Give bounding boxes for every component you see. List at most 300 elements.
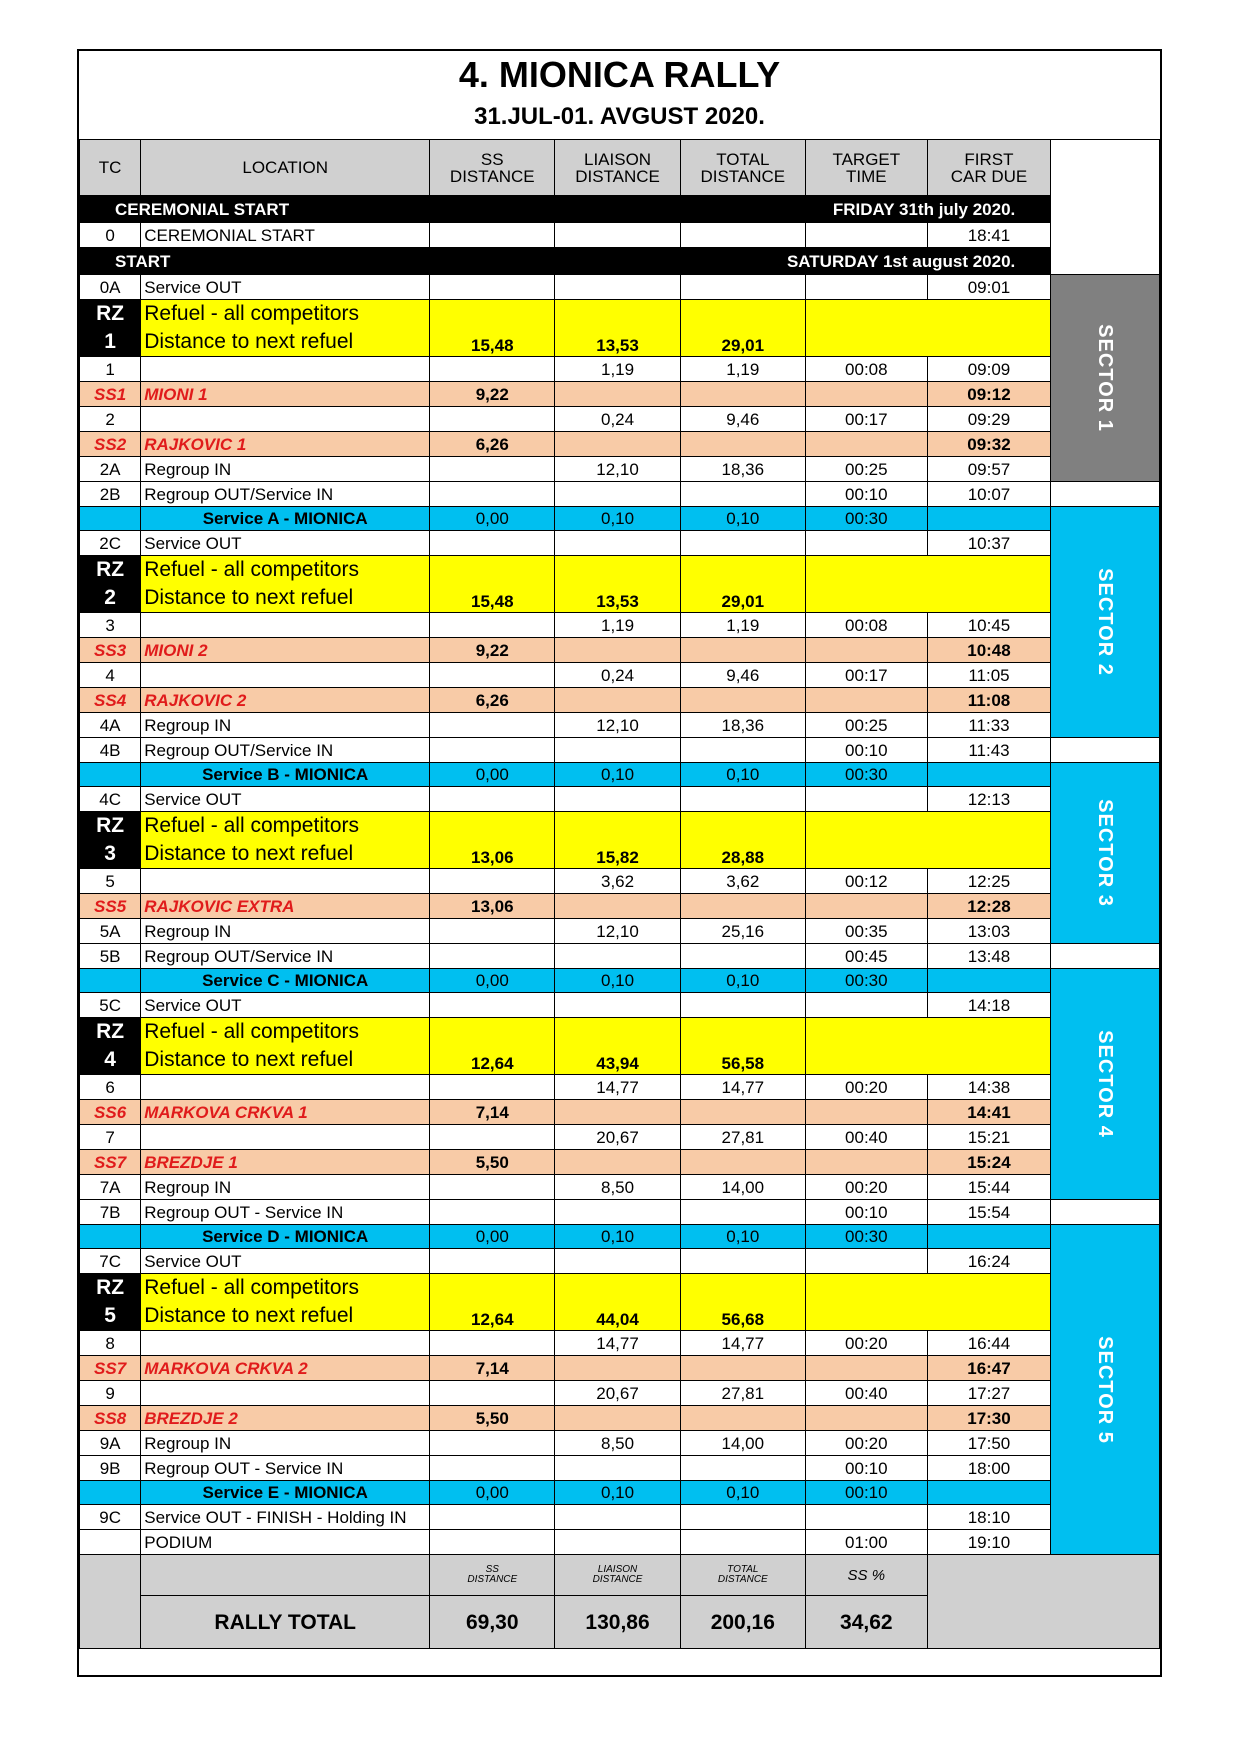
tc-cell: 7 [80,1125,141,1150]
ss-distance-cell [430,663,555,688]
total-distance-cell [680,1150,805,1175]
location-cell: MARKOVA CRKVA 2 [141,1356,430,1381]
target-time-cell: 00:30 [805,969,927,993]
total-distance-cell [680,688,805,713]
ceremonial-start-bar [80,196,1160,223]
tc-cell [80,1225,141,1249]
empty-cell [805,812,1050,869]
liaison-distance-cell [555,894,680,919]
header-line: TARGET [832,149,901,169]
ss-distance-cell: 6,26 [430,432,555,457]
empty-cell [555,300,680,328]
col-total-distance-header [680,140,805,196]
ss-distance-cell: 0,00 [430,507,555,531]
first-car-due-cell: 19:10 [927,1530,1051,1555]
target-time-cell [805,382,927,407]
header-line: DISTANCE [449,166,535,186]
ss-distance-cell [430,1200,555,1225]
table-row [80,1381,1160,1406]
total-distance-cell [680,738,805,763]
tc-cell: 0A [80,275,141,300]
empty-cell [430,1274,555,1302]
ss-distance-cell: 13,06 [430,894,555,919]
table-row [80,1200,1160,1225]
total-distance-cell: 0,10 [680,1225,805,1249]
first-car-due-cell [927,763,1051,787]
first-car-due-cell: 17:27 [927,1381,1051,1406]
liaison-distance-cell [555,738,680,763]
total-distance-cell: 1,19 [680,357,805,382]
ss-distance-cell [430,1505,555,1530]
liaison-distance-cell [555,482,680,507]
refuel-zone-number: 5 [80,1301,141,1331]
location-cell: Regroup IN [141,1175,430,1200]
refuel-zone-row [80,1018,1160,1046]
ss-distance-cell [430,1456,555,1481]
col-first-car-due-header [927,140,1051,196]
target-time-cell: 00:10 [805,1200,927,1225]
header-line: LIAISON [583,149,652,169]
ss-distance-cell [430,1381,555,1406]
summary-label [430,1555,555,1596]
tc-cell: 4A [80,713,141,738]
location-cell: Regroup OUT/Service IN [141,738,430,763]
target-time-cell [805,1249,927,1274]
location-cell [141,613,430,638]
target-time-cell: 00:25 [805,713,927,738]
location-cell: Service D - MIONICA [141,1225,430,1249]
sector-text: SECTOR 5 [1094,1335,1117,1444]
target-time-cell [805,432,927,457]
table-row [80,738,1160,763]
header-line: CAR DUE [950,166,1028,186]
cell [805,223,927,248]
tc-cell: 4C [80,787,141,812]
special-stage-row [80,1100,1160,1125]
ss-distance-cell [430,531,555,556]
special-stage-row [80,1150,1160,1175]
liaison-distance-cell [555,688,680,713]
refuel-total-distance: 29,01 [680,583,805,613]
col-liaison-distance-header [555,140,680,196]
target-time-cell: 00:12 [805,869,927,894]
refuel-text: Distance to next refuel [141,583,430,613]
document-subtitle: 31.JUL-01. AVGUST 2020. [474,103,765,130]
ss-distance-cell: 0,00 [430,1481,555,1505]
first-car-due-cell: 10:48 [927,638,1051,663]
total-distance-cell [680,275,805,300]
refuel-total-distance: 29,01 [680,327,805,357]
liaison-distance-cell: 0,10 [555,969,680,993]
ss-distance-cell [430,457,555,482]
total-distance-cell [680,993,805,1018]
location-cell: BREZDJE 1 [141,1150,430,1175]
tc-cell: 9 [80,1381,141,1406]
total-distance-cell [680,1100,805,1125]
sector-column-blank [1051,944,1160,969]
first-car-due-cell: 14:38 [927,1075,1051,1100]
refuel-zone-number: 2 [80,583,141,613]
first-car-due-cell: 15:21 [927,1125,1051,1150]
target-time-cell [805,894,927,919]
target-time-cell: 00:17 [805,407,927,432]
tc-cell: 5C [80,993,141,1018]
liaison-distance-cell: 12,10 [555,919,680,944]
refuel-ss-distance: 15,48 [430,327,555,357]
table-row [80,407,1160,432]
title-block [79,51,1160,139]
target-time-cell: 00:40 [805,1381,927,1406]
table-row [80,613,1160,638]
location-cell [141,407,430,432]
table-row [80,1331,1160,1356]
ss-distance-cell: 7,14 [430,1356,555,1381]
ss-distance-cell: 6,26 [430,688,555,713]
target-time-cell: 00:40 [805,1125,927,1150]
refuel-text: Distance to next refuel [141,1045,430,1075]
target-time-cell [805,1406,927,1431]
table-row [80,357,1160,382]
ss-distance-cell [430,738,555,763]
tc-cell: 9A [80,1431,141,1456]
refuel-total-distance: 56,68 [680,1301,805,1331]
first-car-due-cell: 14:41 [927,1100,1051,1125]
ss-distance-cell: 7,14 [430,1100,555,1125]
target-time-cell: 00:35 [805,919,927,944]
location-cell: Regroup IN [141,1431,430,1456]
location-cell: MIONI 1 [141,382,430,407]
refuel-liaison-distance: 43,94 [555,1045,680,1075]
refuel-ss-distance: 13,06 [430,839,555,869]
tc-cell: 7B [80,1200,141,1225]
service-row [80,969,1160,993]
table-row [80,1249,1160,1274]
target-time-cell: 00:25 [805,457,927,482]
first-car-due-cell: 09:57 [927,457,1051,482]
target-time-cell [805,1356,927,1381]
header-line: DISTANCE [467,1574,518,1585]
header-line: DISTANCE [700,166,786,186]
liaison-distance-cell [555,275,680,300]
table-row [80,1175,1160,1200]
tc-cell: 5A [80,919,141,944]
refuel-liaison-distance: 15,82 [555,839,680,869]
first-car-due-cell: 09:32 [927,432,1051,457]
location-cell: Service B - MIONICA [141,763,430,787]
start-bar-label: START [80,248,555,275]
first-car-due-cell: 09:01 [927,275,1051,300]
ss-distance-cell: 0,00 [430,969,555,993]
first-car-due-cell: 18:00 [927,1456,1051,1481]
empty-cell [805,300,1050,357]
first-car-due-cell [927,1481,1051,1505]
ss-distance-cell [430,1331,555,1356]
sector-label [1051,763,1160,944]
tc-cell: 1 [80,357,141,382]
refuel-zone-row [80,300,1160,328]
ss-distance-cell [430,1125,555,1150]
rally-total-value: 200,16 [680,1596,805,1649]
ceremonial-start-bar-date: FRIDAY 31th july 2020. [555,196,1051,223]
tc-cell: SS8 [80,1406,141,1431]
service-row [80,1225,1160,1249]
location-cell: PODIUM [141,1530,430,1555]
location-cell: Service C - MIONICA [141,969,430,993]
liaison-distance-cell [555,1406,680,1431]
target-time-cell [805,787,927,812]
target-time-cell [805,1505,927,1530]
liaison-distance-cell [555,1530,680,1555]
summary-blank [927,1555,1159,1649]
summary-label [680,1555,805,1596]
total-distance-cell: 18,36 [680,457,805,482]
special-stage-row [80,688,1160,713]
refuel-ss-distance: 15,48 [430,583,555,613]
liaison-distance-cell [555,1456,680,1481]
ss-distance-cell [430,357,555,382]
first-car-due-cell: 15:54 [927,1200,1051,1225]
ss-distance-cell [430,482,555,507]
refuel-total-distance: 56,58 [680,1045,805,1075]
liaison-distance-cell [555,993,680,1018]
location-cell [141,1331,430,1356]
sector-column-blank [1051,738,1160,763]
first-car-due-cell: 10:45 [927,613,1051,638]
liaison-distance-cell [555,787,680,812]
target-time-cell: 00:08 [805,357,927,382]
first-car-due-cell: 16:44 [927,1331,1051,1356]
empty-cell [430,300,555,328]
tc-cell: 3 [80,613,141,638]
rally-total-value: 34,62 [805,1596,927,1649]
summary-blank [80,1555,141,1649]
first-car-due-cell: 09:12 [927,382,1051,407]
first-car-due-cell: 15:24 [927,1150,1051,1175]
table-row [80,869,1160,894]
first-car-due-cell: 16:24 [927,1249,1051,1274]
empty-cell [805,556,1050,613]
refuel-zone-code: RZ [80,1018,141,1046]
first-car-due-cell: 17:30 [927,1406,1051,1431]
total-distance-cell: 0,10 [680,763,805,787]
empty-cell [805,1274,1050,1331]
refuel-text: Distance to next refuel [141,839,430,869]
header-line: DISTANCE [592,1574,643,1585]
col-target-time-header [805,140,927,196]
target-time-cell: 00:17 [805,663,927,688]
rally-itinerary-frame [77,49,1162,1677]
location-cell: RAJKOVIC EXTRA [141,894,430,919]
ss-distance-cell [430,1075,555,1100]
ss-distance-cell: 0,00 [430,1225,555,1249]
header-line: DISTANCE [575,166,660,186]
total-distance-cell [680,531,805,556]
refuel-text: Refuel - all competitors [141,1018,430,1046]
total-distance-cell: 14,77 [680,1075,805,1100]
ss-distance-cell: 5,50 [430,1150,555,1175]
target-time-cell [805,688,927,713]
empty-cell [430,1018,555,1046]
summary-label [805,1555,927,1596]
liaison-distance-cell [555,531,680,556]
ss-distance-cell [430,944,555,969]
table-row [80,531,1160,556]
empty-cell [555,812,680,840]
total-distance-cell: 9,46 [680,663,805,688]
sector-text: SECTOR 1 [1094,324,1117,432]
service-row [80,763,1160,787]
target-time-cell: 00:20 [805,1075,927,1100]
tc-cell: SS2 [80,432,141,457]
location-cell [141,1075,430,1100]
refuel-zone-row [80,556,1160,584]
target-time-cell [805,531,927,556]
sector-column-blank [1051,140,1160,275]
tc-cell: 7C [80,1249,141,1274]
location-cell: Regroup IN [141,919,430,944]
target-time-cell [805,638,927,663]
header-line: DISTANCE [717,1574,768,1585]
empty-cell [555,1274,680,1302]
first-car-due-cell: 16:47 [927,1356,1051,1381]
total-distance-cell: 0,10 [680,507,805,531]
total-distance-cell [680,1456,805,1481]
first-car-due-cell: 13:48 [927,944,1051,969]
refuel-text: Refuel - all competitors [141,300,430,328]
special-stage-row [80,1406,1160,1431]
cell: CEREMONIAL START [141,223,430,248]
tc-cell: 6 [80,1075,141,1100]
table-row [80,1530,1160,1555]
total-distance-cell [680,482,805,507]
refuel-zone-row [80,812,1160,840]
location-cell: BREZDJE 2 [141,1406,430,1431]
liaison-distance-cell: 0,10 [555,1225,680,1249]
sector-text: SECTOR 2 [1094,568,1117,676]
first-car-due-cell: 12:28 [927,894,1051,919]
liaison-distance-cell [555,944,680,969]
liaison-distance-cell: 0,24 [555,407,680,432]
rally-total-value: 130,86 [555,1596,680,1649]
col-tc-header: TC [80,140,141,196]
liaison-distance-cell: 20,67 [555,1381,680,1406]
first-car-due-cell: 14:18 [927,993,1051,1018]
target-time-cell: 00:10 [805,1456,927,1481]
tc-cell: SS7 [80,1356,141,1381]
ss-distance-cell: 5,50 [430,1406,555,1431]
ss-distance-cell [430,1175,555,1200]
sector-label [1051,969,1160,1200]
liaison-distance-cell: 8,50 [555,1431,680,1456]
first-car-due-cell: 17:50 [927,1431,1051,1456]
tc-cell: 2B [80,482,141,507]
location-cell: MARKOVA CRKVA 1 [141,1100,430,1125]
table-row [80,1431,1160,1456]
header-line: SS % [847,1566,886,1584]
liaison-distance-cell: 0,24 [555,663,680,688]
target-time-cell: 00:20 [805,1331,927,1356]
target-time-cell: 00:10 [805,1481,927,1505]
summary-label-row [80,1555,1160,1596]
header-line: TOTAL [716,149,770,169]
total-distance-cell: 9,46 [680,407,805,432]
liaison-distance-cell: 8,50 [555,1175,680,1200]
location-cell [141,357,430,382]
tc-cell: SS1 [80,382,141,407]
refuel-zone-number: 4 [80,1045,141,1075]
first-car-due-cell [927,1225,1051,1249]
first-car-due-cell: 11:05 [927,663,1051,688]
sector-text: SECTOR 3 [1094,799,1117,907]
ss-distance-cell [430,1431,555,1456]
sector-column-blank [1051,1200,1160,1225]
target-time-cell: 00:30 [805,507,927,531]
total-distance-cell: 3,62 [680,869,805,894]
liaison-distance-cell: 0,10 [555,763,680,787]
table-row [80,482,1160,507]
table-row [80,919,1160,944]
tc-cell [80,763,141,787]
liaison-distance-cell: 20,67 [555,1125,680,1150]
sector-text: SECTOR 4 [1094,1030,1117,1138]
total-distance-cell: 25,16 [680,919,805,944]
total-distance-cell [680,1530,805,1555]
special-stage-row [80,432,1160,457]
location-cell: RAJKOVIC 1 [141,432,430,457]
tc-cell: SS4 [80,688,141,713]
table-row [80,1456,1160,1481]
location-cell: Service OUT [141,531,430,556]
header-line: TOTAL [727,1564,759,1575]
tc-cell: 4 [80,663,141,688]
start-bar [80,248,1160,275]
empty-cell [680,812,805,840]
location-cell: Service A - MIONICA [141,507,430,531]
ss-distance-cell: 9,22 [430,382,555,407]
total-distance-cell [680,1406,805,1431]
ss-distance-cell [430,1530,555,1555]
target-time-cell: 00:08 [805,613,927,638]
table-row [80,275,1160,300]
target-time-cell [805,1150,927,1175]
target-time-cell: 01:00 [805,1530,927,1555]
tc-cell [80,507,141,531]
target-time-cell: 00:30 [805,763,927,787]
tc-cell: 4B [80,738,141,763]
summary-blank [141,1555,430,1596]
location-cell [141,663,430,688]
sector-label [1051,507,1160,738]
target-time-cell [805,993,927,1018]
refuel-liaison-distance: 13,53 [555,583,680,613]
location-cell: Regroup IN [141,457,430,482]
ss-distance-cell [430,275,555,300]
target-time-cell [805,1100,927,1125]
first-car-due-cell: 15:44 [927,1175,1051,1200]
liaison-distance-cell [555,1356,680,1381]
tc-cell: SS7 [80,1150,141,1175]
refuel-zone-row [80,1274,1160,1302]
total-distance-cell: 14,00 [680,1431,805,1456]
first-car-due-cell: 12:13 [927,787,1051,812]
table-row [80,457,1160,482]
tc-cell: 2A [80,457,141,482]
tc-cell: SS5 [80,894,141,919]
liaison-distance-cell: 12,10 [555,457,680,482]
refuel-text: Refuel - all competitors [141,812,430,840]
first-car-due-cell: 13:03 [927,919,1051,944]
table-row [80,223,1160,248]
